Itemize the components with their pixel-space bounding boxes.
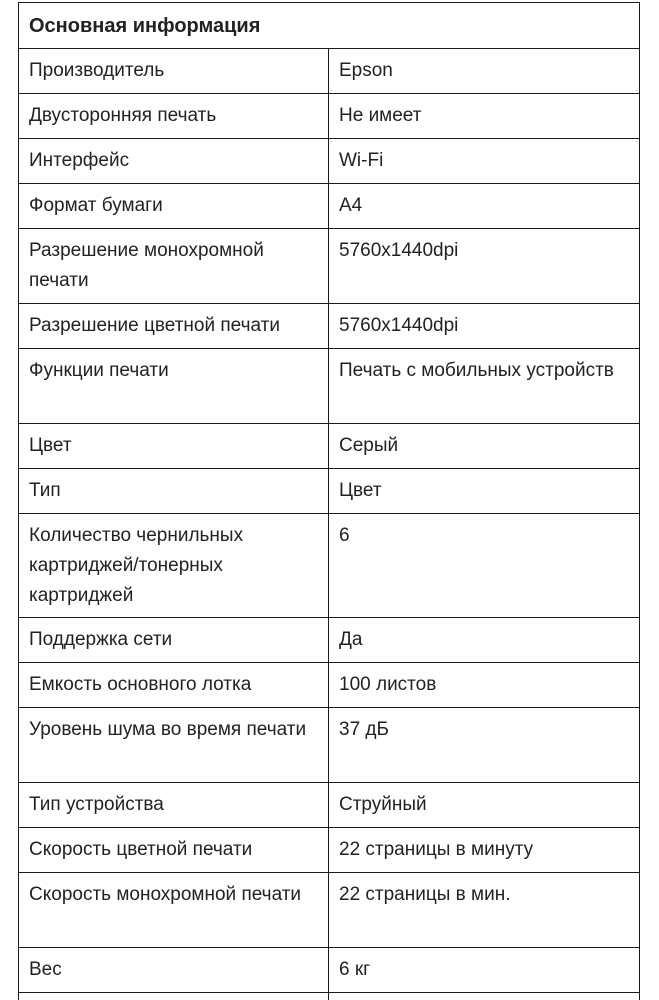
- row-value: 6 кг: [329, 948, 640, 993]
- row-label: [19, 993, 329, 1000]
- row-label: Двусторонняя печать: [19, 94, 329, 139]
- table-row: [19, 49, 640, 94]
- table-row: [19, 618, 640, 663]
- row-value: Да: [329, 618, 640, 663]
- row-value: A4: [329, 184, 640, 229]
- table-row: [19, 783, 640, 828]
- row-label: Разрешение цветной печати: [19, 304, 329, 349]
- row-value: 5760x1440dpi: [329, 304, 640, 349]
- table-row: [19, 229, 640, 304]
- row-value: Wi-Fi: [329, 139, 640, 184]
- table-row: [19, 708, 640, 783]
- row-value: Серый: [329, 424, 640, 469]
- row-value: 37 дБ: [329, 708, 640, 783]
- table-row: [19, 828, 640, 873]
- row-label: Интерфейс: [19, 139, 329, 184]
- table-row: [19, 514, 640, 618]
- row-label: Скорость цветной печати: [19, 828, 329, 873]
- row-label: Поддержка сети: [19, 618, 329, 663]
- table-header: Основная информация: [19, 3, 640, 49]
- table-row: [19, 663, 640, 708]
- row-value: Цвет: [329, 469, 640, 514]
- table-row: [19, 304, 640, 349]
- row-label: Тип: [19, 469, 329, 514]
- row-value: 100 листов: [329, 663, 640, 708]
- table-header-row: [19, 3, 640, 49]
- table-row: [19, 993, 640, 1000]
- row-value: Печать с мобильных устройств: [329, 349, 640, 424]
- row-label: Вес: [19, 948, 329, 993]
- row-label: Производитель: [19, 49, 329, 94]
- table-row: [19, 349, 640, 424]
- row-value: Epson: [329, 49, 640, 94]
- row-value: Струйный: [329, 783, 640, 828]
- table-row: [19, 424, 640, 469]
- row-value: Не имеет: [329, 94, 640, 139]
- table-row: [19, 469, 640, 514]
- row-value: 6: [329, 514, 640, 618]
- table-row: [19, 184, 640, 229]
- row-value: 22 страницы в мин.: [329, 873, 640, 948]
- row-label: Уровень шума во время печати: [19, 708, 329, 783]
- row-value: 5760x1440dpi: [329, 229, 640, 304]
- row-label: Тип устройства: [19, 783, 329, 828]
- row-label: Количество чернильных картриджей/тонерных картриджей: [19, 514, 329, 618]
- table-row: [19, 948, 640, 993]
- row-value: 22 страницы в минуту: [329, 828, 640, 873]
- spec-table: [18, 2, 640, 1000]
- row-label: Скорость монохромной печати: [19, 873, 329, 948]
- row-label: Функции печати: [19, 349, 329, 424]
- row-label: Емкость основного лотка: [19, 663, 329, 708]
- row-label: Разрешение монохромной печати: [19, 229, 329, 304]
- row-value: [329, 993, 640, 1000]
- row-label: Формат бумаги: [19, 184, 329, 229]
- table-row: [19, 94, 640, 139]
- table-row: [19, 139, 640, 184]
- row-label: Цвет: [19, 424, 329, 469]
- table-row: [19, 873, 640, 948]
